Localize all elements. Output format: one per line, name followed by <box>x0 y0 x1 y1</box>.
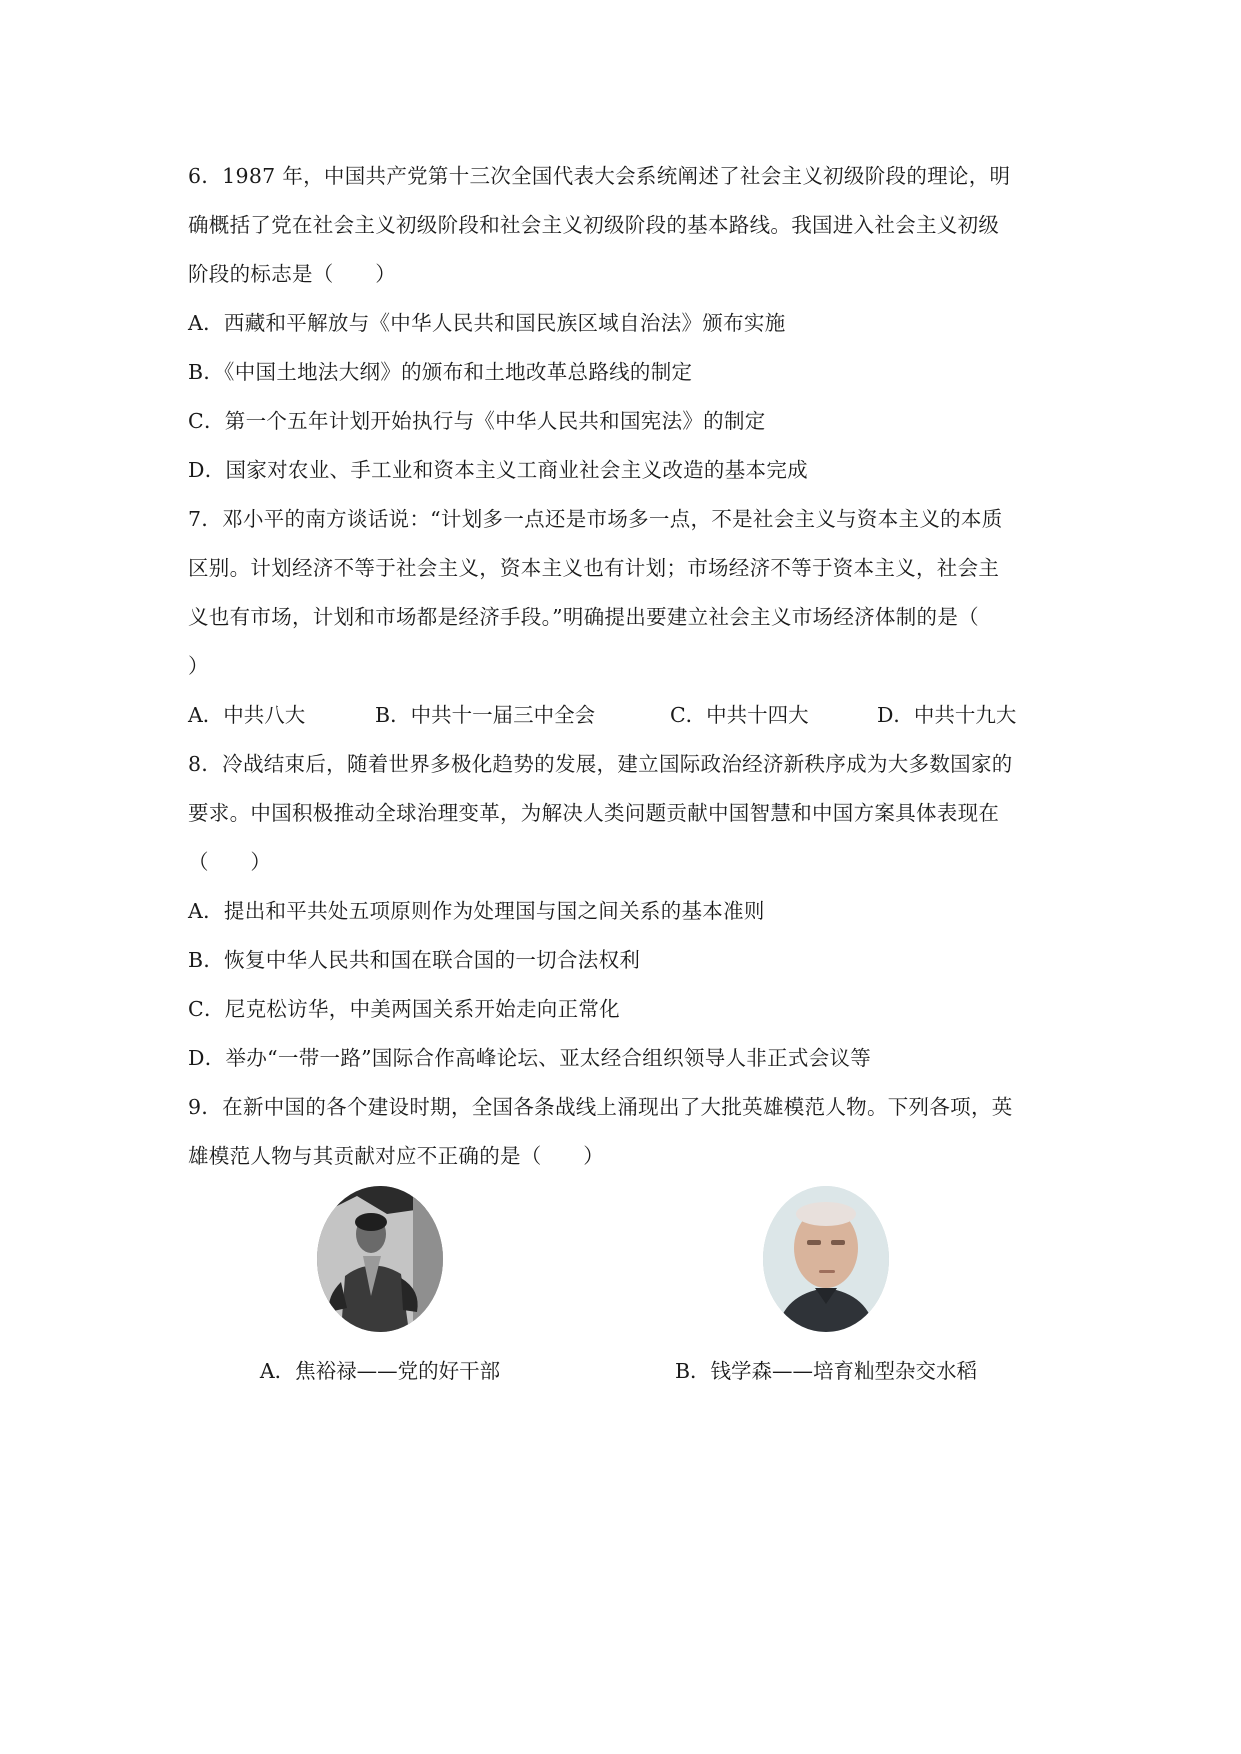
question-text-line: （ ） <box>188 850 272 874</box>
question-text-line: 9．在新中国的各个建设时期，全国各条战线上涌现出了大批英雄模范人物。下列各项，英 <box>188 1095 1013 1119</box>
question-text-line: 区别。计划经济不等于社会主义，资本主义也有计划；市场经济不等于资本主义，社会主 <box>188 556 1000 580</box>
option-a: A．西藏和平解放与《中华人民共和国民族区域自治法》颁布实施 <box>188 311 786 335</box>
options-row <box>188 691 1058 740</box>
question-text-line: 7．邓小平的南方谈话说：“计划多一点还是市场多一点，不是社会主义与资本主义的本质 <box>188 507 1003 531</box>
figure-option-b <box>646 1186 1006 1388</box>
option-c: C．尼克松访华，中美两国关系开始走向正常化 <box>188 997 620 1021</box>
question-8 <box>188 740 1058 1083</box>
question-text-line: ） <box>188 654 209 678</box>
question-text-line: 义也有市场，计划和市场都是经济手段。”明确提出要建立社会主义市场经济体制的是（ <box>188 605 979 629</box>
figure-caption: A．焦裕禄——党的好干部 <box>259 1359 501 1383</box>
question-6 <box>188 152 1058 495</box>
option-b: B．恢复中华人民共和国在联合国的一切合法权利 <box>188 948 641 972</box>
option-b: B．《中国土地法大纲》的颁布和土地改革总路线的制定 <box>188 360 693 384</box>
option-c: C．中共十四大 <box>670 703 809 727</box>
portrait-photo <box>763 1186 889 1332</box>
option-c: C．第一个五年计划开始执行与《中华人民共和国宪法》的制定 <box>188 409 766 433</box>
question-7 <box>188 495 1058 740</box>
portrait-a-illustration <box>317 1186 443 1332</box>
figure-option-a <box>200 1186 560 1388</box>
question-text-line: 6．1987 年，中国共产党第十三次全国代表大会系统阐述了社会主义初级阶段的理论，明 <box>188 164 1011 188</box>
portrait-b-illustration <box>763 1186 889 1332</box>
option-d: D．国家对农业、手工业和资本主义工商业社会主义改造的基本完成 <box>188 458 808 482</box>
option-a: A．提出和平共处五项原则作为处理国与国之间关系的基本准则 <box>188 899 765 923</box>
question-text-line: 确概括了党在社会主义初级阶段和社会主义初级阶段的基本路线。我国进入社会主义初级 <box>188 213 1000 237</box>
figure-caption: B．钱学森——培育籼型杂交水稻 <box>674 1359 978 1383</box>
portrait-photo <box>317 1186 443 1332</box>
option-d: D．举办“一带一路”国际合作高峰论坛、亚太经合组织领导人非正式会议等 <box>188 1046 872 1070</box>
question-content <box>188 152 1058 1181</box>
question-text-line: 要求。中国积极推动全球治理变革，为解决人类问题贡献中国智慧和中国方案具体表现在 <box>188 801 1000 825</box>
question-text-line: 阶段的标志是（ ） <box>188 262 396 286</box>
question-text-line: 8．冷战结束后，随着世界多极化趋势的发展，建立国际政治经济新秩序成为大多数国家的 <box>188 752 1013 776</box>
option-d: D．中共十九大 <box>877 703 1017 727</box>
option-a: A．中共八大 <box>188 703 306 727</box>
question-9 <box>188 1083 1058 1181</box>
question-text-line: 雄模范人物与其贡献对应不正确的是（ ） <box>188 1144 604 1168</box>
option-b: B．中共十一届三中全会 <box>375 703 596 727</box>
